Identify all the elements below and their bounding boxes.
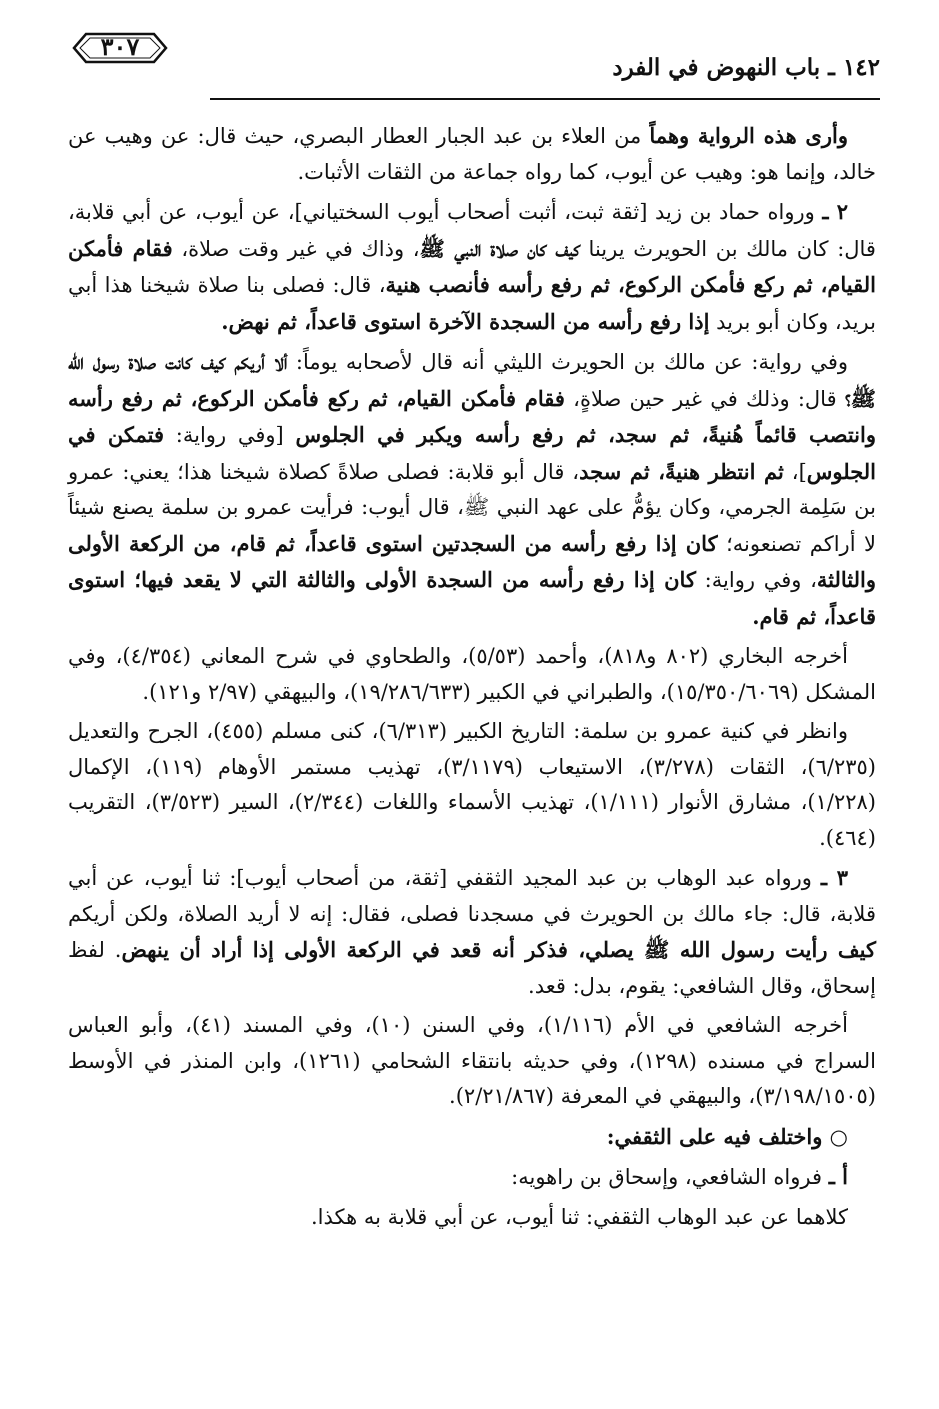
text-segment: ، وفي رواية:: [695, 568, 817, 592]
bold-text-segment: كيف رأيت رسول الله ﷺ يصلي، فذكر أنه قعد في الركعة الأولى إذا أراد أن ينهض: [121, 937, 877, 962]
paragraph: [68, 1008, 876, 1115]
bold-text-segment: ٣ ـ: [820, 865, 848, 890]
text-segment: ]،: [783, 459, 807, 484]
page-header: [60, 40, 880, 110]
bold-text-segment: إذا رفع رأسه من السجدة الآخرة استوى قاعداً، ثم نهض.: [221, 308, 710, 334]
chapter-title: ١٤٢ ـ باب النهوض في الفرد: [612, 54, 880, 81]
text-segment: وانظر في كنية عمرو بن سلمة: التاريخ الكبير (٦/٣١٣)، كنى مسلم (٤٥٥)، الجرح والتعديل (٦/٢٣٥)، الثقات (٣/٢٧٨)، الاستيعاب (٣/١١٧٩)، تهذيب مستمر الأوهام (١١٩)، الإكمال (١/٢٢٨)، مشارق الأنوار (١/١١١)، تهذيب الأسماء واللغات (٢/٣٤٤)، السير (٣/٥٢٣)، التقريب (٤٦٤).: [68, 719, 876, 850]
bold-text-segment: كيف كان صلاة النبي ﷺ: [419, 235, 580, 261]
text-segment: . لفظ إسحاق، وقال الشافعي: يقوم، بدل: قعد.: [68, 938, 876, 998]
text-segment: من العلاء بن عبد الجبار العطار البصري، حيث قال: عن وهيب عن خالد، وإنما هو: وهيب عن أيوب، كما رواه جماعة من الثقات الأثبات.: [68, 124, 876, 184]
paragraph: [68, 194, 876, 340]
text-segment: ورواه عبد الوهاب بن عبد المجيد الثقفي [ثقة، من أصحاب أيوب]: ثنا أيوب، عن أبي قلابة، قال: جاء مالك بن الحويرث في مسجدنا فصلى، فقال: إنه لا أريد الصلاة، ولكن أريكم: [68, 866, 876, 926]
paragraph: [68, 118, 876, 190]
bold-text-segment: وأرى هذه الرواية وهماً: [649, 123, 848, 148]
bold-text-segment: فقام فأمكن القيام، ثم ركع فأمكن الركوع، ثم رفع رأسه وانتصب قائماً هُنيةً، ثم سجد، ثم رفع رأسه ويكبر في الجلوس: [68, 385, 876, 447]
text-segment: ورواه حماد بن زيد [ثقة ثبت، أثبت أصحاب أيوب السختياني]، عن أيوب، عن أبي قلابة، قال: كان مالك بن الحويرث يرينا: [68, 200, 876, 261]
bold-text-segment: ألا أريكم كيف كانت صلاة رسول الله ﷺ؟: [68, 349, 876, 411]
text-segment: قال: وذلك في غير حين صلاةٍ،: [564, 386, 845, 411]
list-line: [68, 1119, 876, 1156]
bold-text-segment: كان إذا رفع رأسه من السجدة الأولى والثالثة التي لا يقعد فيها؛ استوى قاعداً، ثم قام.: [68, 567, 876, 629]
list-line: [68, 1200, 876, 1236]
text-segment: [وفي رواية:: [164, 423, 296, 447]
bold-text-segment: ثم انتظر هنيةً، ثم سجد: [579, 458, 784, 484]
paragraph: [68, 714, 876, 856]
page-number: ٣٠٧: [100, 32, 140, 61]
page-number-badge: [60, 28, 180, 68]
text-segment: فرواه الشافعي، وإسحاق بن راهويه:: [511, 1165, 829, 1189]
list-line: [68, 1159, 876, 1196]
text-segment: أخرجه الشافعي في الأم (١/١١٦)، وفي السنن (١٠)، وفي المسند (٤١)، وأبو العباس السراج في مسنده (١٢٩٨)، وفي حديثه بانتقاء الشحامي (١٢٦١)، وابن المنذر في الأوسط (٣/١٩٨/١٥٠٥)، والبيهقي في المعرفة (٢/٢١/٨٦٧).: [68, 1013, 876, 1108]
text-segment: أخرجه البخاري (٨٠٢ و٨١٨)، وأحمد (٥/٥٣)، والطحاوي في شرح المعاني (٤/٣٥٤)، وفي المشكل (١٥/٣٥٠/٦٠٦٩)، والطبراني في الكبير (١٩/٢٨٦/٦٣٣)، والبيهقي (٢/٩٧ و١٢١).: [68, 644, 876, 704]
text-segment: ، قال أبو قلابة: فصلى صلاةً كصلاة شيخنا هذا؛ يعني: عمرو بن سَلِمة الجرمي، وكان يؤمُّ على عهد النبي ﷺ، قال أيوب: فرأيت عمرو بن سلمة يصنع شيئاً لا أراكم تصنعونه؛: [68, 459, 877, 556]
bold-text-segment: كان إذا رفع رأسه من السجدتين استوى قاعداً، ثم قام، من الركعة الأولى والثالثة: [68, 530, 876, 592]
bold-text-segment: أ ـ: [828, 1164, 848, 1189]
header-rule: [210, 98, 880, 100]
page-body: [68, 118, 876, 1239]
text-segment: ، وذاك في غير وقت صلاة،: [172, 236, 420, 261]
paragraph: [68, 639, 876, 710]
bold-text-segment: فقام فأمكن القيام، ثم ركع فأمكن الركوع، ثم رفع رأسه فأنصب هنية: [68, 235, 876, 297]
text-segment: وفي رواية: عن مالك بن الحويرث الليثي أنه قال لأصحابه يوماً:: [287, 350, 848, 374]
paragraph: [68, 860, 876, 1004]
text-segment: ، قال: فصلى بنا صلاة شيخنا هذا أبي بريد، وكان أبو بريد: [68, 273, 876, 334]
bold-text-segment: ○ واختلف فيه على الثقفي:: [606, 1123, 848, 1149]
text-segment: كلاهما عن عبد الوهاب الثقفي: ثنا أيوب، عن أبي قلابة به هكذا.: [310, 1204, 848, 1229]
bold-text-segment: ٢ ـ: [822, 199, 849, 224]
bold-text-segment: فتمكن في الجلوس: [68, 422, 876, 484]
paragraph: [68, 344, 876, 635]
